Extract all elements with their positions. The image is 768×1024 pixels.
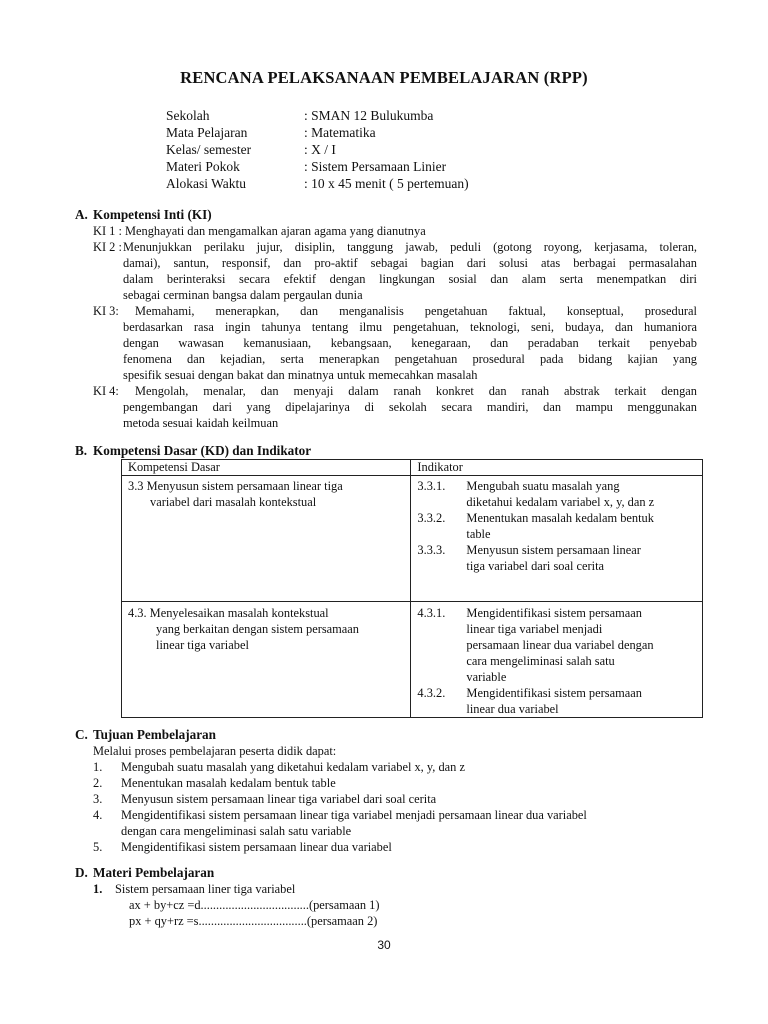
list-number: 1. xyxy=(93,760,103,774)
kd-cell xyxy=(122,476,411,602)
list-text: Mengidentifikasi sistem persamaan linear dua variabel xyxy=(121,840,392,854)
ki1-text: KI 1 : Menghayati dan mengamalkan ajaran agama yang dianutnya xyxy=(93,224,426,238)
identity-value: : Sistem Persamaan Linier xyxy=(304,159,447,174)
identity-value: : Matematika xyxy=(304,125,376,140)
section-letter: A. xyxy=(75,207,88,222)
ki2-line: sebagai cerminan bangsa dalam pergaulan dunia xyxy=(123,288,363,302)
page-number: 30 xyxy=(377,938,391,952)
section-d-heading xyxy=(75,865,214,881)
equation-2: px + qy+rz =s...................................(persamaan 2) xyxy=(129,914,378,928)
section-a-heading xyxy=(75,207,212,223)
list-number: 4. xyxy=(93,808,103,822)
list-number: 3. xyxy=(93,792,103,806)
section-title: Kompetensi Dasar (KD) dan Indikator xyxy=(93,443,312,458)
ki4-label: KI 4: xyxy=(93,384,119,398)
list-number: 5. xyxy=(93,840,103,854)
list-text: dengan cara mengeliminasi salah satu variable xyxy=(121,824,352,838)
indicator-cell xyxy=(411,602,703,718)
indicator-line: table xyxy=(466,527,491,541)
kd-line: 4.3. Menyelesaikan masalah kontekstual xyxy=(128,606,329,620)
list-text: Mengidentifikasi sistem persamaan linear tiga variabel menjadi persamaan linear dua variabel xyxy=(121,808,587,822)
ki2-label: KI 2 : xyxy=(93,240,122,254)
kd-line: 3.3 Menyusun sistem persamaan linear tiga xyxy=(128,479,343,493)
indicator-number: 3.3.1. xyxy=(417,479,446,493)
ki2-line: dalam berinteraksi secara efektif dengan lingkungan sosial dan alam serta menempatkan diri xyxy=(123,272,697,286)
indicator-line: persamaan linear dua variabel dengan xyxy=(466,638,654,652)
indicator-number: 4.3.2. xyxy=(417,686,446,700)
indicator-line: diketahui kedalam variabel x, y, dan z xyxy=(466,495,655,509)
ki3-label: KI 3: xyxy=(93,304,119,318)
section-letter: C. xyxy=(75,727,88,742)
objectives-intro: Melalui proses pembelajaran peserta didik dapat: xyxy=(93,744,337,758)
indicator-item xyxy=(417,542,698,574)
section-b-heading xyxy=(75,443,311,459)
ki2-line: Menunjukkan perilaku jujur, disiplin, tanggung jawab, peduli (gotong royong, kerjasama, toleran, xyxy=(123,240,697,254)
table-row xyxy=(122,602,703,718)
indicator-line: Mengidentifikasi sistem persamaan xyxy=(466,606,642,620)
section-title: Tujuan Pembelajaran xyxy=(93,727,216,742)
equation-1: ax + by+cz =d...................................(persamaan 1) xyxy=(129,898,380,912)
kd-indicator-table xyxy=(121,459,703,718)
indicator-line: Mengubah suatu masalah yang xyxy=(466,479,620,493)
list-text: Menyusun sistem persamaan linear tiga variabel dari soal cerita xyxy=(121,792,437,806)
column-header-indicator: Indikator xyxy=(411,460,703,476)
indicator-number: 4.3.1. xyxy=(417,606,446,620)
ki3-line: fenomena dan kejadian, serta menerapkan pengetahuan prosedural pada bidang kajian yang xyxy=(123,352,697,366)
list-number: 2. xyxy=(93,776,103,790)
kd-line: variabel dari masalah kontekstual xyxy=(150,495,317,509)
indicator-line: cara mengeliminasi salah satu xyxy=(466,654,615,668)
list-text: Mengubah suatu masalah yang diketahui kedalam variabel x, y, dan z xyxy=(121,760,465,774)
section-title: Materi Pembelajaran xyxy=(93,865,215,880)
ki4-line: metoda sesuai kaidah keilmuan xyxy=(123,416,279,430)
table-row xyxy=(122,476,703,602)
page-title: RENCANA PELAKSANAAN PEMBELAJARAN (RPP) xyxy=(180,68,588,87)
indicator-item xyxy=(417,605,698,685)
list-number: 1. xyxy=(93,882,103,896)
identity-label: Sekolah xyxy=(166,108,210,123)
kd-line: yang berkaitan dengan sistem persamaan xyxy=(156,622,359,636)
column-header-kd: Kompetensi Dasar xyxy=(122,460,411,476)
ki4-line: pengembangan dari yang dipelajarinya di sekolah secara mandiri, dan mampu menggunakan xyxy=(123,400,697,414)
indicator-number: 3.3.2. xyxy=(417,511,446,525)
table-header-row xyxy=(122,460,703,476)
indicator-line: tiga variabel dari soal cerita xyxy=(466,559,605,573)
section-letter: D. xyxy=(75,865,88,880)
list-text: Sistem persamaan liner tiga variabel xyxy=(115,882,296,896)
ki3-line: spesifik sesuai dengan bakat dan minatnya untuk memecahkan masalah xyxy=(123,368,478,382)
kd-cell xyxy=(122,602,411,718)
identity-label: Materi Pokok xyxy=(166,159,240,174)
identity-label: Kelas/ semester xyxy=(166,142,252,157)
ki2-line: damai), santun, responsif, dan pro-aktif sebagai bagian dari solusi atas berbagai permasalahan xyxy=(123,256,697,270)
section-title: Kompetensi Inti (KI) xyxy=(93,207,212,222)
ki4-line: Mengolah, menalar, dan menyaji dalam ranah konkret dan ranah abstrak terkait dengan xyxy=(135,384,697,398)
identity-value: : 10 x 45 menit ( 5 pertemuan) xyxy=(304,176,469,191)
indicator-line: Menentukan masalah kedalam bentuk xyxy=(466,511,654,525)
list-text: Menentukan masalah kedalam bentuk table xyxy=(121,776,336,790)
ki3-line: dengan wawasan kemanusiaan, kebangsaan, kenegaraan, dan peradaban terkait penyebab xyxy=(123,336,697,350)
indicator-item xyxy=(417,685,698,717)
identity-value: : SMAN 12 Bulukumba xyxy=(304,108,434,123)
indicator-cell xyxy=(411,476,703,602)
indicator-line: Mengidentifikasi sistem persamaan xyxy=(466,686,642,700)
kd-line: linear tiga variabel xyxy=(156,638,249,652)
ki3-line: berdasarkan rasa ingin tahunya tentang ilmu pengetahuan, teknologi, seni, budaya, dan humaniora xyxy=(123,320,697,334)
indicator-line: Menyusun sistem persamaan linear xyxy=(466,543,641,557)
identity-value: : X / I xyxy=(304,142,336,157)
indicator-item xyxy=(417,510,698,542)
indicator-item xyxy=(417,478,698,510)
identity-label: Alokasi Waktu xyxy=(166,176,247,191)
indicator-line: variable xyxy=(466,670,507,684)
ki3-line: Memahami, menerapkan, dan menganalisis pengetahuan faktual, konseptual, prosedural xyxy=(135,304,697,318)
section-letter: B. xyxy=(75,443,88,458)
indicator-number: 3.3.3. xyxy=(417,543,446,557)
indicator-line: linear dua variabel xyxy=(466,702,559,716)
indicator-line: linear tiga variabel menjadi xyxy=(466,622,603,636)
identity-label: Mata Pelajaran xyxy=(166,125,248,140)
section-c-heading xyxy=(75,727,216,743)
